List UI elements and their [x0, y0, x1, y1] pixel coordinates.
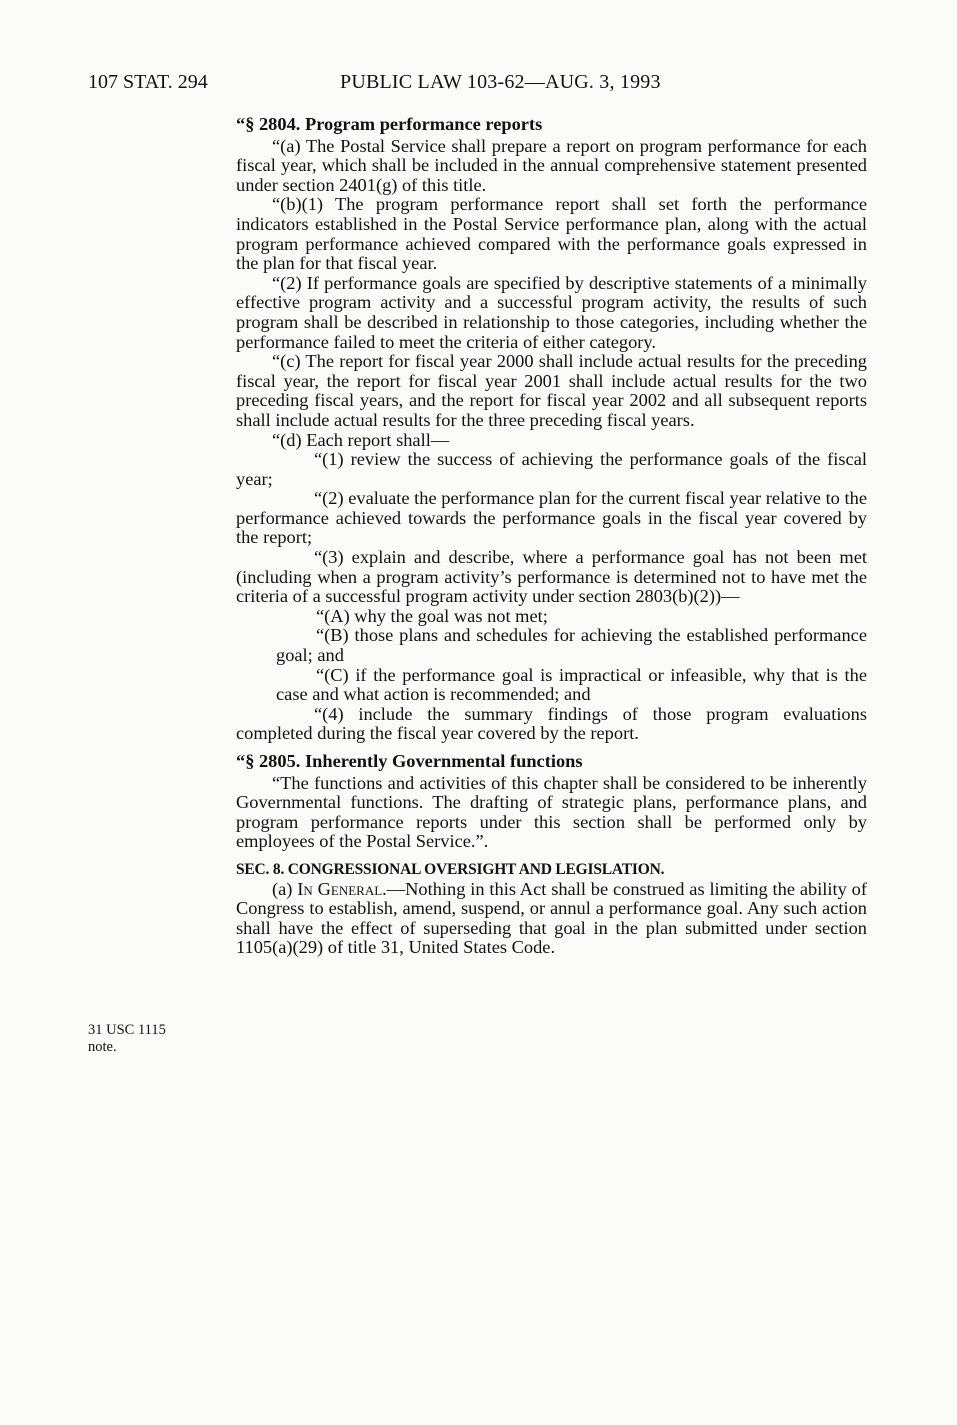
page-header: [88, 71, 868, 99]
margin-note-line2: note.: [88, 1039, 117, 1055]
section-2804-d3a: “(A) why the goal was not met;: [316, 605, 548, 626]
stat-page-number: 107 STAT. 294: [88, 71, 208, 93]
section-2804-d3b: “(B) those plans and schedules for achieving the established performance goal; and: [276, 625, 867, 666]
section-2805-text: “The functions and activities of this chapter shall be considered to be inherently Governmental functions. The drafting of strategic plans, performance plans, and program performance reports under this section shall be performed only by employees of the Postal Service.”.: [236, 772, 867, 852]
margin-note-line1: 31 USC 1115: [88, 1022, 166, 1038]
body-text: [236, 115, 867, 958]
section-8-a-text: —Nothing in this Act shall be construed as limiting the ability of Congress to establish, amend, suspend, or annul a performance goal. Any such action shall have the effect of superseding that goal in the plan submitted under section 1105(a)(29) of title 31, United States Code.: [236, 878, 867, 958]
section-2804-d: “(d) Each report shall—: [272, 429, 450, 450]
section-2804-d3c: “(C) if the performance goal is impractical or infeasible, why that is the case and what action is recommended; and: [276, 664, 867, 705]
section-2804-heading: “§ 2804. Program performance reports: [236, 114, 543, 134]
section-2804-d3: “(3) explain and describe, where a performance goal has not been met (including when a program activity’s performance is determined not to have met the criteria of a successful program activity under section 2803(b)(2))—: [236, 547, 867, 607]
section-2804-d1: “(1) review the success of achieving the performance goals of the fiscal year;: [236, 449, 867, 489]
margin-note: [88, 1022, 208, 1056]
section-2804-b2: “(2) If performance goals are specified by descriptive statements of a minimally effective program activity and a successful program activity, the results of such program shall be described in relationship to those categories, including whether the performance failed to meet the criteria of either category.: [236, 272, 867, 352]
section-8-heading: SEC. 8. CONGRESSIONAL OVERSIGHT AND LEGISLATION.: [236, 860, 665, 878]
section-2804-a: “(a) The Postal Service shall prepare a report on program performance for each fiscal year, which shall be included in the annual comprehensive statement presented under section 2401(g) of this title.: [236, 135, 867, 195]
section-8-a: [236, 880, 867, 958]
section-2804-d2: “(2) evaluate the performance plan for the current fiscal year relative to the performance achieved towards the performance goals in the fiscal year covered by the report;: [236, 488, 867, 548]
section-2804-d4: “(4) include the summary findings of those program evaluations completed during the fiscal year covered by the report.: [236, 703, 867, 744]
section-2804-c: “(c) The report for fiscal year 2000 shall include actual results for the preceding fiscal year, the report for fiscal year 2001 shall include actual results for the two preceding fiscal years, and the report for fiscal year 2002 and all subsequent reports shall include actual results for the three preceding fiscal years.: [236, 351, 867, 430]
section-8-a-subheading: In General.: [297, 878, 387, 899]
public-law-title: PUBLIC LAW 103-62—AUG. 3, 1993: [340, 71, 661, 93]
section-2804-b1: “(b)(1) The program performance report shall set forth the performance indicators established in the Postal Service performance plan, along with the actual program performance achieved compared with the performance goals expressed in the plan for that fiscal year.: [236, 194, 867, 274]
section-2805-heading: “§ 2805. Inherently Governmental functions: [236, 751, 583, 771]
section-8-a-label: (a): [272, 878, 298, 899]
